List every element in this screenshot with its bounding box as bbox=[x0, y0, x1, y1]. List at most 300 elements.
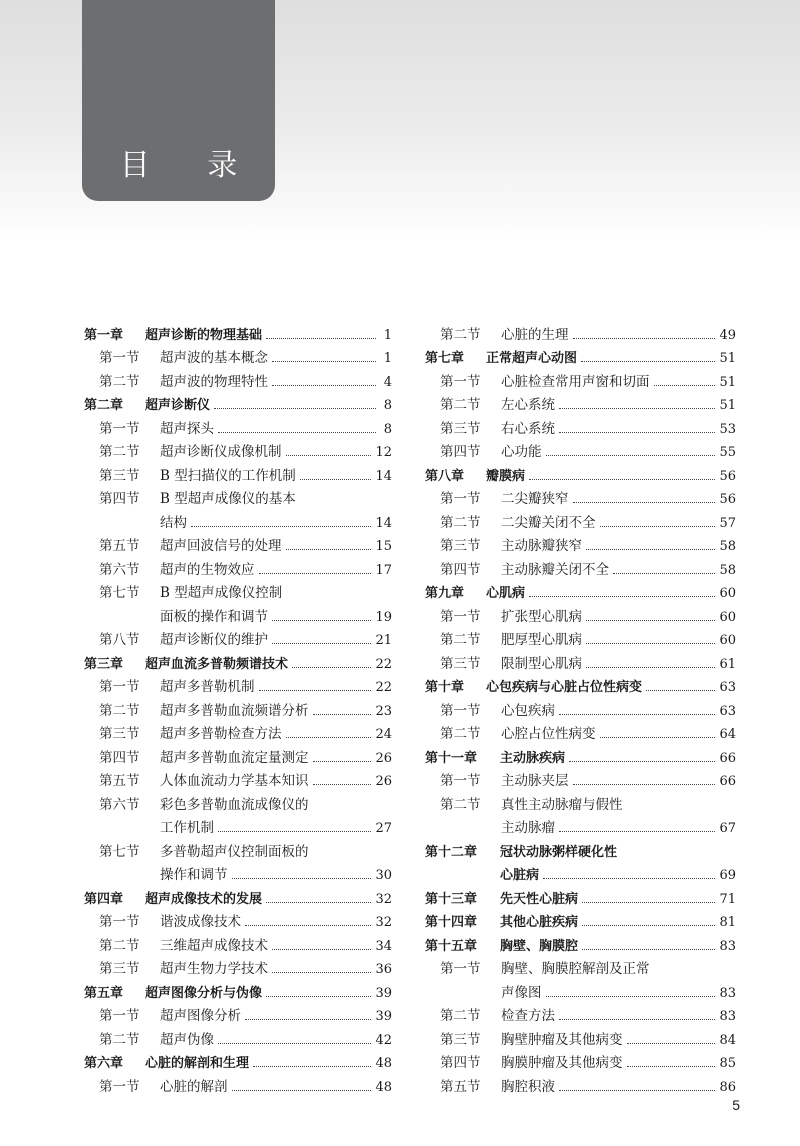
toc-leader-dots bbox=[286, 455, 372, 456]
toc-entry-page: 42 bbox=[375, 1032, 392, 1048]
toc-entry-page: 61 bbox=[719, 656, 736, 672]
toc-leader-dots bbox=[272, 361, 376, 362]
toc-entry-title: 多普勒超声仪控制面板的 bbox=[160, 843, 309, 860]
toc-entry-label: 第八章 bbox=[425, 468, 465, 484]
toc-entry-title: 心脏检查常用声窗和切面 bbox=[501, 373, 650, 390]
toc-entry-label: 第二节 bbox=[99, 1031, 140, 1048]
toc-entry-label: 第二节 bbox=[440, 514, 481, 531]
toc-entry-label: 第五节 bbox=[440, 1078, 481, 1095]
toc-entry-label: 第一节 bbox=[99, 350, 140, 366]
toc-entry-title: 主动脉瓣关闭不全 bbox=[501, 561, 609, 578]
toc-entry-title: B 型扫描仪的工作机制 bbox=[160, 467, 296, 484]
toc-entry-label: 第二节 bbox=[99, 702, 140, 719]
toc-entry-label: 第二节 bbox=[440, 632, 481, 648]
toc-entry-title: 心包疾病与心脏占位性病变 bbox=[486, 680, 643, 695]
toc-leader-dots bbox=[613, 573, 715, 574]
toc-leader-dots bbox=[546, 996, 716, 997]
toc-leader-dots bbox=[586, 620, 715, 621]
toc-entry-title: 右心系统 bbox=[501, 420, 555, 437]
toc-section-entry[interactable] bbox=[425, 954, 736, 978]
toc-entry-label: 第四章 bbox=[84, 891, 124, 907]
toc-entry-label: 第二节 bbox=[440, 796, 481, 813]
toc-chapter-entry[interactable] bbox=[425, 742, 736, 766]
toc-leader-dots bbox=[313, 714, 372, 715]
toc-entry-page: 39 bbox=[375, 985, 392, 1001]
toc-entry-page: 83 bbox=[719, 1009, 736, 1024]
toc-entry-page: 51 bbox=[719, 398, 736, 413]
toc-entry-label: 第一节 bbox=[440, 608, 481, 625]
toc-section-entry[interactable] bbox=[84, 625, 392, 649]
toc-leader-dots bbox=[286, 549, 372, 550]
toc-entry-title: 超声伪像 bbox=[160, 1031, 214, 1048]
toc-entry-page: 66 bbox=[719, 774, 736, 789]
toc-entry-title: 面板的操作和调节 bbox=[160, 608, 268, 625]
toc-entry-title: 彩色多普勒血流成像仪的 bbox=[160, 796, 309, 813]
toc-entry-page: 63 bbox=[719, 703, 736, 719]
toc-entry-label: 第五节 bbox=[99, 538, 140, 554]
toc-leader-dots bbox=[543, 878, 715, 879]
toc-entry-title: 先天性心脏病 bbox=[500, 891, 579, 907]
toc-section-entry[interactable] bbox=[425, 695, 736, 719]
toc-entry-title: 正常超声心动图 bbox=[486, 351, 578, 366]
toc-section-entry[interactable] bbox=[425, 507, 736, 531]
toc-entry-label: 第一节 bbox=[440, 961, 481, 977]
toc-entry-page: 51 bbox=[719, 374, 736, 390]
toc-entry-page: 63 bbox=[719, 680, 736, 695]
toc-entry-title: 主动脉夹层 bbox=[501, 773, 569, 789]
toc-leader-dots bbox=[546, 455, 716, 456]
toc-section-entry[interactable] bbox=[425, 366, 736, 390]
toc-entry-label: 第一节 bbox=[99, 420, 140, 437]
toc-entry-label: 第六章 bbox=[84, 1056, 124, 1071]
toc-entry-title: 超声多普勒机制 bbox=[160, 679, 255, 695]
toc-entry-title: 检查方法 bbox=[501, 1008, 555, 1024]
toc-entry-page: 51 bbox=[719, 351, 736, 366]
toc-leader-dots bbox=[559, 432, 715, 433]
toc-entry-title: 三维超声成像技术 bbox=[160, 937, 268, 954]
toc-entry-label: 第一节 bbox=[440, 702, 481, 719]
toc-entry-label: 第二节 bbox=[99, 373, 140, 390]
toc-section-entry[interactable] bbox=[425, 789, 736, 813]
toc-chapter-entry[interactable] bbox=[425, 343, 736, 367]
toc-entry-title: 超声多普勒血流频谱分析 bbox=[160, 702, 309, 719]
toc-leader-dots bbox=[259, 690, 372, 691]
toc-entry-title: 其他心脏疾病 bbox=[500, 915, 579, 930]
toc-chapter-entry[interactable] bbox=[425, 578, 736, 602]
toc-entry-page: 83 bbox=[719, 985, 736, 1001]
toc-leader-dots bbox=[627, 1043, 716, 1044]
toc-section-entry[interactable] bbox=[84, 719, 392, 743]
toc-entry-label: 第十三章 bbox=[425, 891, 478, 907]
toc-entry-title: 超声血流多普勒频谱技术 bbox=[145, 656, 289, 672]
toc-entry-page: 83 bbox=[719, 938, 736, 954]
toc-section-entry[interactable] bbox=[425, 625, 736, 649]
toc-entry-page: 15 bbox=[375, 539, 392, 554]
toc-leader-dots bbox=[272, 385, 376, 386]
toc-entry-page: 67 bbox=[719, 821, 736, 836]
toc-entry-page: 71 bbox=[719, 891, 736, 907]
toc-entry-title: 人体血流动力学基本知识 bbox=[160, 773, 309, 789]
toc-entry-page: 21 bbox=[375, 633, 392, 648]
title-tab bbox=[82, 0, 275, 201]
toc-chapter-entry[interactable] bbox=[425, 907, 736, 931]
toc-leader-dots bbox=[573, 784, 716, 785]
toc-entry-title: 超声多普勒检查方法 bbox=[160, 726, 282, 742]
toc-entry-label: 第二章 bbox=[84, 398, 124, 413]
toc-section-entry[interactable] bbox=[84, 695, 392, 719]
toc-entry-page: 84 bbox=[719, 1032, 736, 1048]
toc-entry-page: 57 bbox=[719, 515, 736, 531]
toc-entry-title: 超声成像技术的发展 bbox=[145, 891, 263, 907]
toc-section-entry[interactable] bbox=[84, 507, 392, 531]
toc-section-entry[interactable] bbox=[84, 907, 392, 931]
toc-entry-label: 第二节 bbox=[440, 1008, 481, 1024]
toc-leader-dots bbox=[569, 761, 715, 762]
toc-leader-dots bbox=[581, 361, 715, 362]
toc-leader-dots bbox=[600, 737, 716, 738]
toc-entry-label: 第五章 bbox=[84, 985, 124, 1001]
toc-entry-label: 第三节 bbox=[440, 538, 481, 554]
toc-section-entry[interactable] bbox=[425, 554, 736, 578]
toc-entry-page: 1 bbox=[383, 327, 392, 343]
toc-entry-label: 第三章 bbox=[84, 656, 124, 672]
toc-entry-title: 二尖瓣关闭不全 bbox=[501, 514, 596, 531]
toc-entry-page: 64 bbox=[719, 727, 736, 742]
toc-leader-dots bbox=[559, 1019, 715, 1020]
toc-entry-label: 第四节 bbox=[99, 491, 140, 507]
toc-entry-page: 14 bbox=[375, 468, 392, 484]
toc-section-entry[interactable] bbox=[84, 601, 392, 625]
toc-entry-title: 心腔占位性病变 bbox=[501, 726, 596, 742]
toc-leader-dots bbox=[245, 1019, 371, 1020]
toc-section-entry[interactable] bbox=[425, 1071, 736, 1095]
toc-leader-dots bbox=[313, 784, 372, 785]
toc-entry-title: 主动脉瘤 bbox=[501, 820, 555, 836]
toc-leader-dots bbox=[253, 1066, 371, 1067]
toc-column-left bbox=[84, 319, 392, 1095]
toc-entry-page: 58 bbox=[719, 539, 736, 554]
toc-section-entry[interactable] bbox=[425, 977, 736, 1001]
toc-entry-page: 4 bbox=[383, 374, 392, 390]
toc-entry-page: 34 bbox=[375, 938, 392, 954]
toc-entry-label: 第六节 bbox=[99, 796, 140, 813]
toc-entry-label: 第二节 bbox=[440, 397, 481, 413]
toc-entry-title: 主动脉瓣狭窄 bbox=[501, 538, 582, 554]
toc-leader-dots bbox=[573, 338, 716, 339]
toc-section-entry[interactable] bbox=[84, 554, 392, 578]
toc-entry-page: 32 bbox=[375, 891, 392, 907]
toc-chapter-entry[interactable] bbox=[425, 860, 736, 884]
toc-leader-dots bbox=[259, 573, 372, 574]
page-number: 5 bbox=[732, 1097, 740, 1113]
toc-leader-dots bbox=[559, 831, 715, 832]
toc-entry-page: 30 bbox=[375, 868, 392, 883]
toc-section-entry[interactable] bbox=[425, 319, 736, 343]
toc-entry-label: 第三节 bbox=[99, 961, 140, 977]
toc-leader-dots bbox=[272, 949, 371, 950]
toc-leader-dots bbox=[582, 902, 715, 903]
toc-entry-page: 26 bbox=[375, 750, 392, 766]
toc-entry-label: 第一节 bbox=[99, 679, 140, 695]
toc-leader-dots bbox=[529, 479, 715, 480]
toc-section-entry[interactable] bbox=[84, 484, 392, 508]
toc-section-entry[interactable] bbox=[425, 531, 736, 555]
toc-entry-label: 第三节 bbox=[440, 655, 481, 672]
toc-leader-dots bbox=[559, 1090, 715, 1091]
toc-entry-title: 超声诊断仪的维护 bbox=[160, 632, 268, 648]
toc-section-entry[interactable] bbox=[84, 742, 392, 766]
toc-entry-title: 胸壁、胸膜腔解剖及正常 bbox=[501, 961, 650, 977]
toc-entry-title: 心肌病 bbox=[486, 586, 526, 601]
toc-leader-dots bbox=[654, 385, 716, 386]
toc-leader-dots bbox=[286, 737, 372, 738]
toc-entry-label: 第一节 bbox=[99, 1008, 140, 1024]
toc-entry-title: 心功能 bbox=[501, 444, 542, 460]
toc-leader-dots bbox=[586, 667, 715, 668]
toc-entry-page: 69 bbox=[719, 868, 736, 883]
toc-entry-page: 19 bbox=[375, 609, 392, 625]
toc-section-entry[interactable] bbox=[425, 719, 736, 743]
toc-entry-page: 12 bbox=[375, 445, 392, 460]
toc-entry-title: 超声的生物效应 bbox=[160, 561, 255, 578]
toc-entry-label: 第一节 bbox=[440, 491, 481, 507]
toc-entry-title: 心脏的解剖和生理 bbox=[145, 1056, 250, 1071]
toc-entry-label: 第十四章 bbox=[425, 915, 478, 930]
toc-leader-dots bbox=[559, 714, 715, 715]
toc-entry-title: 心包疾病 bbox=[501, 702, 555, 719]
toc-leader-dots bbox=[529, 596, 715, 597]
toc-section-entry[interactable] bbox=[425, 1001, 736, 1025]
toc-entry-page: 55 bbox=[719, 445, 736, 460]
toc-entry-page: 39 bbox=[375, 1009, 392, 1024]
toc-entry-label: 第一节 bbox=[99, 914, 140, 930]
toc-entry-label: 第三节 bbox=[440, 1031, 481, 1048]
toc-entry-title: 胸壁、胸膜腔 bbox=[500, 938, 579, 954]
toc-leader-dots bbox=[218, 1043, 371, 1044]
toc-leader-dots bbox=[232, 1090, 372, 1091]
toc-entry-page: 32 bbox=[375, 915, 392, 930]
toc-entry-title: 心脏的生理 bbox=[501, 326, 569, 343]
toc-section-entry[interactable] bbox=[84, 1001, 392, 1025]
toc-entry-label: 第二节 bbox=[440, 326, 481, 343]
toc-section-entry[interactable] bbox=[425, 601, 736, 625]
toc-chapter-entry[interactable] bbox=[84, 648, 392, 672]
toc-entry-page: 24 bbox=[375, 727, 392, 742]
toc-entry-title: 超声诊断的物理基础 bbox=[145, 327, 263, 343]
toc-entry-page: 14 bbox=[375, 515, 392, 531]
toc-section-entry[interactable] bbox=[425, 413, 736, 437]
toc-chapter-entry[interactable] bbox=[84, 883, 392, 907]
toc-entry-page: 8 bbox=[383, 398, 392, 413]
toc-entry-page: 23 bbox=[375, 703, 392, 719]
toc-entry-title: 超声多普勒血流定量测定 bbox=[160, 749, 309, 766]
page-title: 目 录 bbox=[119, 148, 262, 183]
toc-entry-title: 左心系统 bbox=[501, 397, 555, 413]
toc-entry-label: 第七节 bbox=[99, 585, 140, 601]
toc-entry-label: 第七节 bbox=[99, 843, 140, 860]
toc-entry-page: 17 bbox=[375, 562, 392, 578]
toc-entry-title: 肥厚型心肌病 bbox=[501, 632, 582, 648]
toc-entry-page: 48 bbox=[375, 1056, 392, 1071]
toc-leader-dots bbox=[292, 667, 371, 668]
toc-leader-dots bbox=[214, 408, 376, 409]
toc-entry-title: 超声生物力学技术 bbox=[160, 961, 268, 977]
toc-entry-label: 第十章 bbox=[425, 680, 465, 695]
toc-leader-dots bbox=[600, 526, 716, 527]
toc-section-entry[interactable] bbox=[84, 437, 392, 461]
toc-entry-page: 1 bbox=[383, 351, 392, 366]
toc-entry-label: 第五节 bbox=[99, 773, 140, 789]
toc-entry-title: 结构 bbox=[160, 514, 187, 531]
toc-entry-title: B 型超声成像仪控制 bbox=[160, 585, 283, 601]
toc-entry-title: 超声图像分析与伪像 bbox=[145, 985, 263, 1001]
toc-leader-dots bbox=[582, 925, 715, 926]
toc-entry-page: 56 bbox=[719, 492, 736, 507]
toc-entry-title: 超声探头 bbox=[160, 420, 214, 437]
toc-chapter-entry[interactable] bbox=[425, 672, 736, 696]
toc-entry-title: 胸膜肿瘤及其他病变 bbox=[501, 1055, 623, 1071]
toc-entry-page: 85 bbox=[719, 1056, 736, 1071]
toc-section-entry[interactable] bbox=[425, 1048, 736, 1072]
toc-chapter-entry[interactable] bbox=[84, 319, 392, 343]
toc-leader-dots bbox=[218, 831, 371, 832]
toc-leader-dots bbox=[272, 972, 371, 973]
toc-leader-dots bbox=[218, 432, 376, 433]
toc-leader-dots bbox=[266, 996, 371, 997]
toc-leader-dots bbox=[300, 479, 372, 480]
toc-entry-title: 超声波的物理特性 bbox=[160, 373, 268, 390]
toc-section-entry[interactable] bbox=[84, 836, 392, 860]
toc-leader-dots bbox=[266, 902, 371, 903]
toc-entry-page: 60 bbox=[719, 633, 736, 648]
toc-entry-title: B 型超声成像仪的基本 bbox=[160, 491, 296, 507]
toc-section-entry[interactable] bbox=[84, 672, 392, 696]
toc-entry-label: 第六节 bbox=[99, 561, 140, 578]
toc-leader-dots bbox=[272, 620, 371, 621]
toc-entry-page: 26 bbox=[375, 774, 392, 789]
toc-entry-page: 22 bbox=[375, 656, 392, 672]
toc-entry-page: 8 bbox=[383, 421, 392, 437]
toc-entry-title: 二尖瓣狭窄 bbox=[501, 491, 569, 507]
toc-entry-label: 第九章 bbox=[425, 586, 465, 601]
toc-entry-title: 超声诊断仪 bbox=[145, 398, 211, 413]
toc-section-entry[interactable] bbox=[425, 766, 736, 790]
toc-entry-page: 60 bbox=[719, 586, 736, 601]
toc-entry-label: 第三节 bbox=[440, 420, 481, 437]
toc-entry-label: 第一节 bbox=[440, 373, 481, 390]
toc-chapter-entry[interactable] bbox=[84, 390, 392, 414]
toc-leader-dots bbox=[191, 526, 371, 527]
toc-section-entry[interactable] bbox=[84, 954, 392, 978]
toc-entry-label: 第十二章 bbox=[425, 844, 478, 860]
toc-chapter-entry[interactable] bbox=[425, 836, 736, 860]
toc-entry-title: 真性主动脉瘤与假性 bbox=[501, 796, 623, 813]
toc-section-entry[interactable] bbox=[84, 413, 392, 437]
toc-entry-page: 27 bbox=[375, 821, 392, 836]
toc-leader-dots bbox=[586, 549, 715, 550]
toc-section-entry[interactable] bbox=[84, 460, 392, 484]
toc-entry-title: 胸壁肿瘤及其他病变 bbox=[501, 1031, 623, 1048]
toc-entry-page: 56 bbox=[719, 468, 736, 484]
toc-entry-title: 限制型心肌病 bbox=[501, 655, 582, 672]
toc-entry-label: 第十一章 bbox=[425, 750, 478, 766]
toc-section-entry[interactable] bbox=[84, 343, 392, 367]
toc-entry-label: 第一章 bbox=[84, 327, 124, 343]
toc-leader-dots bbox=[573, 502, 716, 503]
toc-leader-dots bbox=[272, 643, 371, 644]
toc-section-entry[interactable] bbox=[84, 1071, 392, 1095]
toc-entry-page: 86 bbox=[719, 1079, 736, 1095]
toc-section-entry[interactable] bbox=[84, 531, 392, 555]
toc-entry-title: 瓣膜病 bbox=[486, 468, 526, 484]
toc-section-entry[interactable] bbox=[425, 648, 736, 672]
toc-section-entry[interactable] bbox=[425, 390, 736, 414]
toc-section-entry[interactable] bbox=[425, 484, 736, 508]
toc-entry-page: 53 bbox=[719, 421, 736, 437]
toc-entry-label: 第二节 bbox=[99, 937, 140, 954]
toc-chapter-entry[interactable] bbox=[425, 460, 736, 484]
toc-entry-title: 超声回波信号的处理 bbox=[160, 538, 282, 554]
toc-section-entry[interactable] bbox=[84, 1024, 392, 1048]
toc-entry-title: 工作机制 bbox=[160, 820, 214, 836]
toc-entry-label: 第四节 bbox=[440, 1055, 481, 1071]
toc-section-entry[interactable] bbox=[425, 813, 736, 837]
toc-entry-page: 66 bbox=[719, 750, 736, 766]
toc-leader-dots bbox=[266, 338, 376, 339]
toc-entry-label: 第二节 bbox=[440, 726, 481, 742]
toc-entry-title: 胸腔积液 bbox=[501, 1078, 555, 1095]
toc-section-entry[interactable] bbox=[425, 1024, 736, 1048]
toc-column-right bbox=[425, 319, 736, 1095]
toc-entry-label: 第四节 bbox=[440, 561, 481, 578]
toc-section-entry[interactable] bbox=[84, 930, 392, 954]
toc-entry-title: 超声波的基本概念 bbox=[160, 350, 268, 366]
toc-entry-title: 超声诊断仪成像机制 bbox=[160, 444, 282, 460]
toc-section-entry[interactable] bbox=[84, 366, 392, 390]
toc-section-entry[interactable] bbox=[84, 789, 392, 813]
toc-entry-title: 心脏的解剖 bbox=[160, 1078, 228, 1095]
toc-entry-title: 扩张型心肌病 bbox=[501, 608, 582, 625]
toc-section-entry[interactable] bbox=[84, 766, 392, 790]
toc-leader-dots bbox=[627, 1066, 716, 1067]
toc-chapter-entry[interactable] bbox=[425, 883, 736, 907]
toc-leader-dots bbox=[245, 925, 371, 926]
toc-section-entry[interactable] bbox=[425, 437, 736, 461]
toc-entry-label: 第一节 bbox=[440, 773, 481, 789]
toc-leader-dots bbox=[559, 408, 715, 409]
toc-entry-page: 81 bbox=[719, 915, 736, 930]
toc-chapter-entry[interactable] bbox=[425, 930, 736, 954]
toc-section-entry[interactable] bbox=[84, 578, 392, 602]
toc-entry-page: 60 bbox=[719, 609, 736, 625]
toc-entry-page: 22 bbox=[375, 680, 392, 695]
toc-chapter-entry[interactable] bbox=[84, 977, 392, 1001]
toc-entry-title: 操作和调节 bbox=[160, 867, 228, 883]
toc-chapter-entry[interactable] bbox=[84, 1048, 392, 1072]
toc-leader-dots bbox=[232, 878, 372, 879]
toc-entry-title: 超声图像分析 bbox=[160, 1008, 241, 1024]
toc-section-entry[interactable] bbox=[84, 813, 392, 837]
toc-entry-label: 第十五章 bbox=[425, 938, 478, 954]
toc-entry-label: 第四节 bbox=[99, 749, 140, 766]
toc-section-entry[interactable] bbox=[84, 860, 392, 884]
toc-entry-title: 心脏病 bbox=[500, 868, 540, 883]
toc-leader-dots bbox=[646, 690, 715, 691]
toc-entry-page: 58 bbox=[719, 562, 736, 578]
toc-entry-title: 声像图 bbox=[501, 984, 542, 1001]
toc-leader-dots bbox=[313, 761, 372, 762]
toc-entry-title: 谐波成像技术 bbox=[160, 914, 241, 930]
